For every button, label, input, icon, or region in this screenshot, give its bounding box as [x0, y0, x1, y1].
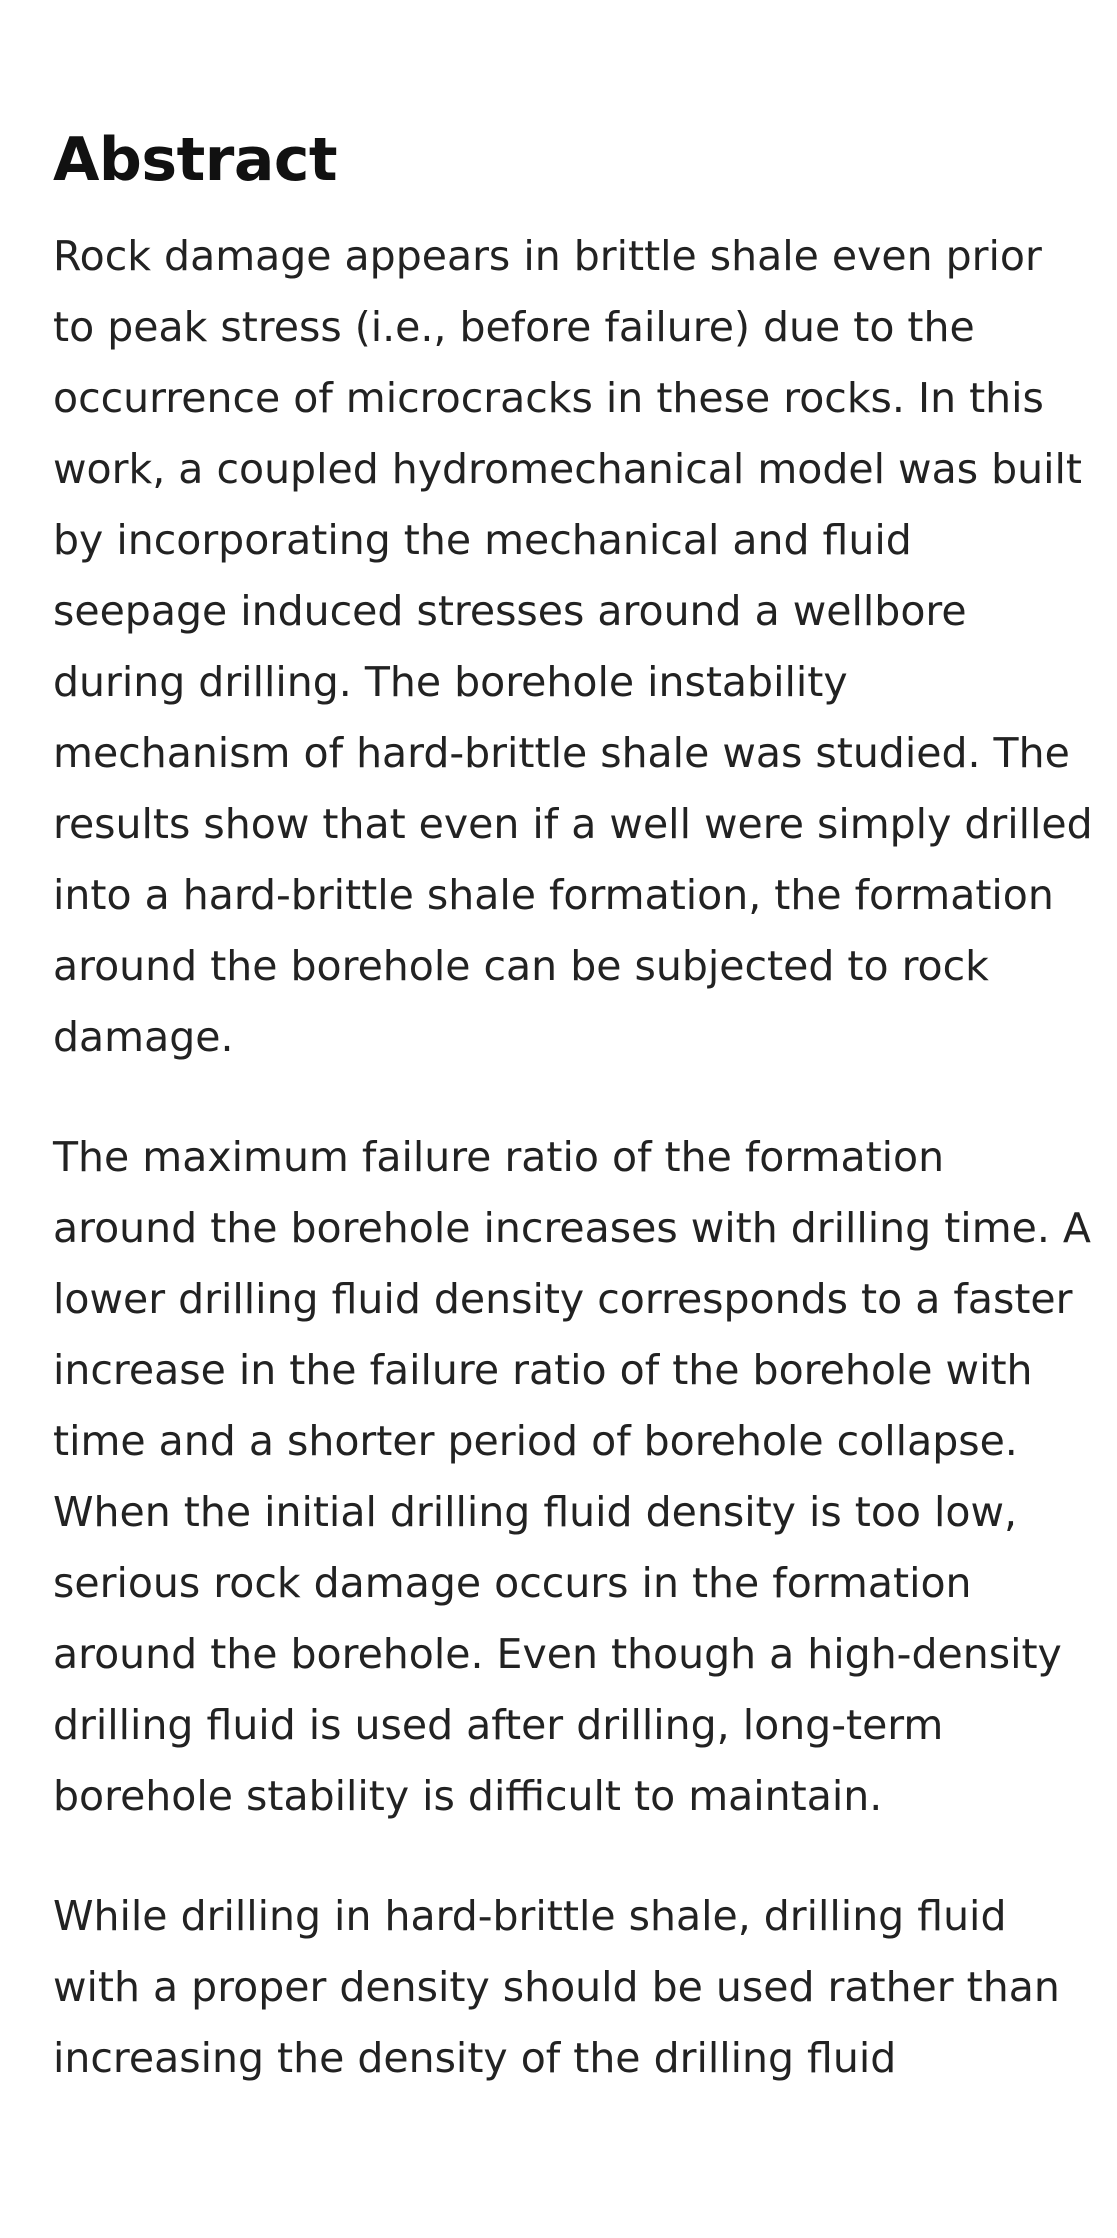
abstract-paragraph-3: While drilling in hard-brittle shale, drilling fluid with a proper density should be used rather than increasing the density of the drilling fluid	[53, 1892, 1060, 2082]
abstract-paragraph-1: Rock damage appears in brittle shale even prior to peak stress (i.e., before failure) due to the occurrence of microcracks in these rocks. In this work, a coupled hydromechanical model was built by incorporating the mechanical and fluid seepage induced stresses around a wellbore during drilling. The borehole instability mechanism of hard-brittle shale was studied. The results show that even if a well were simply drilled into a hard-brittle shale formation, the formation around the borehole can be subjected to rock damage.	[53, 232, 1093, 1061]
abstract-paragraph-2: The maximum failure ratio of the formation around the borehole increases with drilling time. A lower drilling fluid density corresponds to a faster increase in the failure ratio of the borehole with time and a shorter period of borehole collapse. When the initial drilling fluid density is too low, serious rock damage occurs in the formation around the borehole. Even though a high-density drilling fluid is used after drilling, long-term borehole stability is difficult to maintain.	[53, 1133, 1091, 1820]
abstract-heading: Abstract	[53, 125, 338, 195]
abstract-section	[53, 115, 1093, 2143]
